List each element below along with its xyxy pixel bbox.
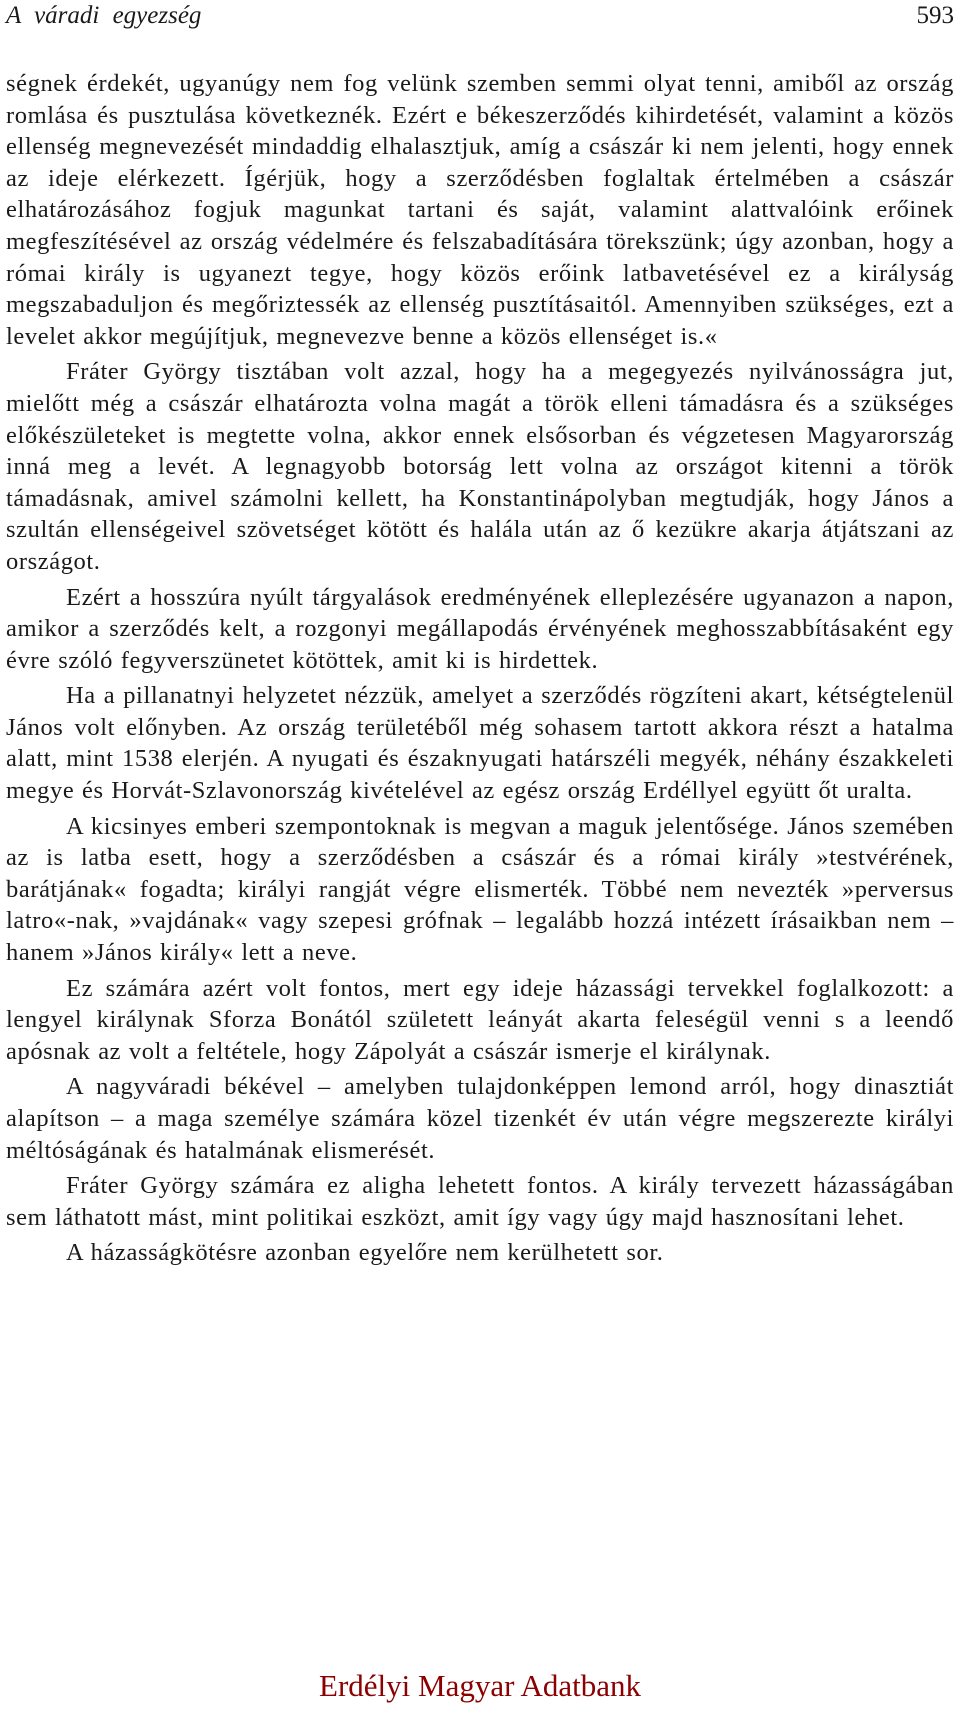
- running-head: [6, 0, 954, 32]
- paragraph: A kicsinyes emberi szempontoknak is megvan a maguk jelentősége. János szemében az is latba esett, hogy a szerződésben a császár és a római király »testvérének, barátjának« fogadta; királyi rangját végre elismerték. Többé nem nevezték »perversus latro«-nak, »vajdának« vagy szepesi grófnak – legalább hozzá intézett írásaikban nem – hanem »János király« lett a neve.: [6, 812, 954, 967]
- running-title: A váradi egyezség: [6, 2, 202, 29]
- paragraph-continuation: ségnek érdekét, ugyanúgy nem fog velünk szemben semmi olyat tenni, amiből az ország romlása és pusztulása következnék. Ezért e békeszerződés kihirdetését, valamint a közös ellenség megnevezését mindaddig elhalasztjuk, amíg a császár ki nem jelenti, hogy ennek az ideje elérkezett. Ígérjük, hogy a szerződésben foglaltak értelmében a császár elhatározásához fogjuk magunkat tartani és saját, valamint alattvalóink erőinek megfeszítésével az ország védelmére és felszabadítására törekszünk; úgy azonban, hogy a római király is ugyanezt tegye, hogy közös erőink latbavetésével ez a királyság megszabaduljon és megőriztessék az ellenség pusztításaitól. Amennyiben szükséges, ezt a levelet akkor megújítjuk, megnevezve benne a közös ellenséget is.«: [6, 70, 954, 350]
- paragraph: Ez számára azért volt fontos, mert egy ideje házassági tervekkel foglalkozott: a lengyel királynak Sforza Bonától született leányát akarta feleségül venni s a leendő apósnak az volt a feltétele, hogy Zápolyát a császár ismerje el királynak.: [6, 974, 954, 1065]
- paragraph: Fráter György tisztában volt azzal, hogy ha a megegyezés nyilvánosságra jut, mielőtt még a császár elhatározta volna magát a török elleni támadásra és a szükséges előkészületeket is megtette volna, akkor ennek elsősorban és végzetesen Magyarország inná meg a levét. A legnagyobb botorság lett volna az országot kitenni a török támadásnak, amivel számolni kellett, ha Konstantinápolyban megtudják, hogy János a szultán ellenségeivel szövetséget kötött és halála után az ő kezükre akarja átjátszani az országot.: [6, 358, 954, 575]
- paragraph: Fráter György számára ez aligha lehetett fontos. A király tervezett házasságában sem láthatott mást, mint politikai eszközt, amit így vagy úgy majd hasznosítani lehet.: [6, 1172, 954, 1231]
- page-number: 593: [916, 2, 954, 29]
- paragraph: A házasságkötésre azonban egyelőre nem kerülhetett sor.: [66, 1239, 664, 1267]
- paragraph: Ezért a hosszúra nyúlt tárgyalások eredményének elleplezésére ugyanazon a napon, amikor a szerződés kelt, a rozgonyi megállapodás érvényének meghosszabbításaként egy évre szóló fegyverszünetet kötöttek, amit ki is hirdettek.: [6, 583, 954, 674]
- paragraph: A nagyváradi békével – amelyben tulajdonképpen lemond arról, hogy dinasztiát alapítson – a maga személye számára közel tizenkét év után végre megszerezte királyi méltóságának és hatalmának elismerését.: [6, 1073, 954, 1164]
- footer-source-label: Erdélyi Magyar Adatbank: [319, 1668, 641, 1703]
- body-text: [6, 68, 954, 1269]
- paragraph: Ha a pillanatnyi helyzetet nézzük, amelyet a szerződés rögzíteni akart, kétségtelenül János volt előnyben. Az ország területéből még sohasem tartott akkora részt a hatalma alatt, mint 1538 elerjén. A nyugati és északnyugati határszéli megyék, néhány északkeleti megye és Horvát-Szlavonország kivételével az egész ország Erdéllyel együtt őt uralta.: [6, 682, 954, 805]
